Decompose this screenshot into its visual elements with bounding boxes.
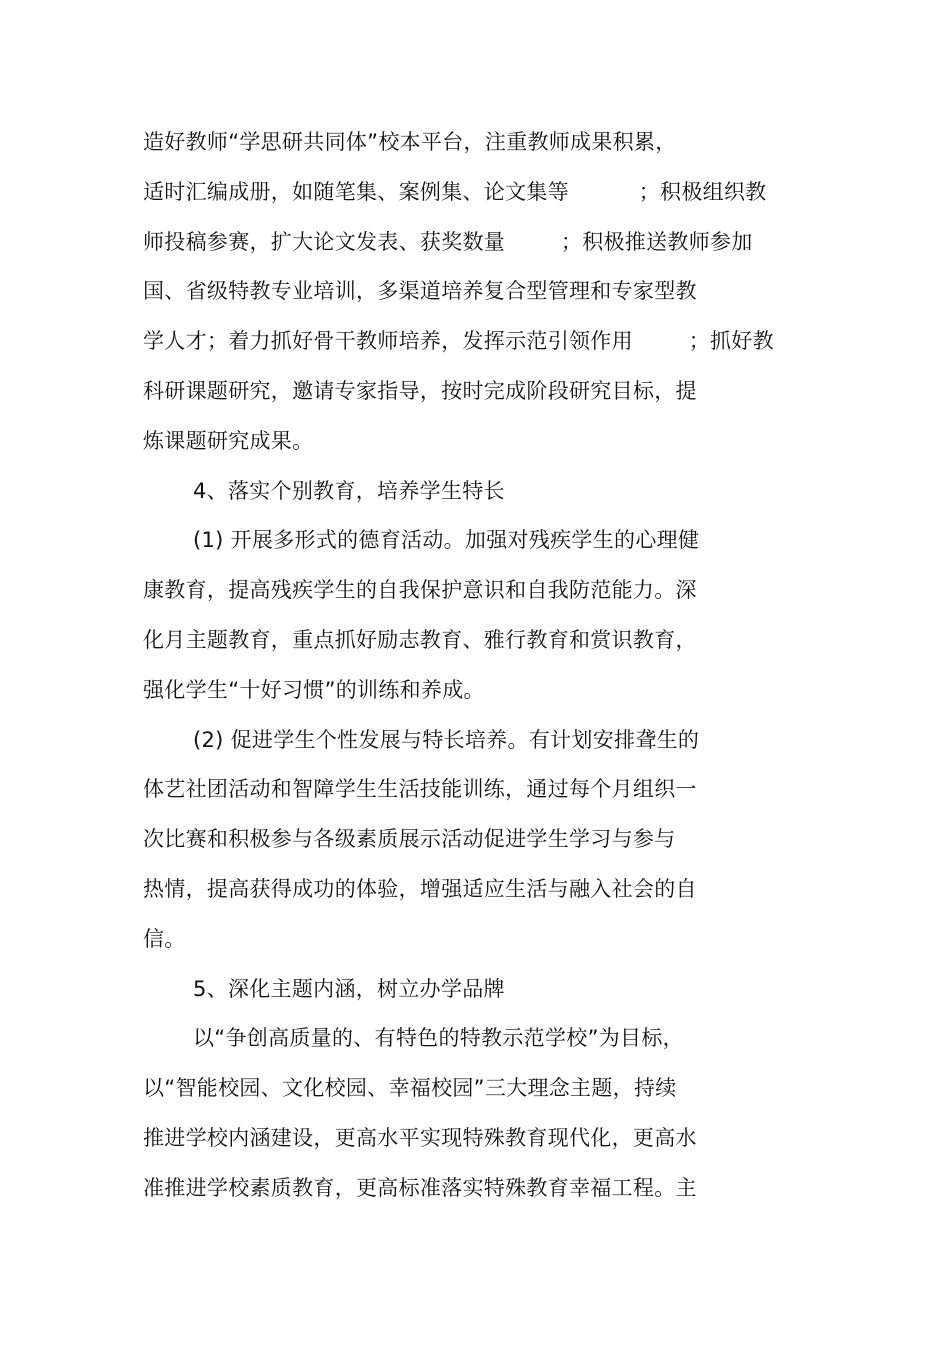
body-text-line: 化月主题教育，重点抓好励志教育、雅行教育和赏识教育，: [143, 628, 697, 652]
section-heading: 4、落实个别教育，培养学生特长: [193, 479, 505, 503]
body-text-line: 科研课题研究，邀请专家指导，按时完成阶段研究目标，提: [143, 379, 697, 403]
body-text-line: 炼课题研究成果。: [143, 429, 314, 453]
body-text-line: 准推进学校素质教育，更高标准落实特殊教育幸福工程。主: [143, 1176, 697, 1200]
paragraph-first-line: 以“争创高质量的、有特色的特教示范学校”为目标，: [193, 1026, 684, 1050]
body-text-line: 次比赛和积极参与各级素质展示活动促进学生学习与参与: [143, 827, 676, 851]
body-text-line: 体艺社团活动和智障学生生活技能训练，通过每个月组织一: [143, 777, 697, 801]
subsection-first-line: (1) 开展多形式的德育活动。加强对残疾学生的心理健: [193, 528, 700, 552]
body-text-line: 推进学校内涵建设，更高水平实现特殊教育现代化，更高水: [143, 1126, 697, 1150]
body-text-line: 国、省级特教专业培训，多渠道培养复合型管理和专家型教: [143, 279, 697, 303]
body-text-line: 热情，提高获得成功的体验，增强适应生活与融入社会的自: [143, 877, 697, 901]
subsection-first-line: (2) 促进学生个性发展与特长培养。有计划安排聋生的: [193, 728, 700, 752]
body-text-line: 师投稿参赛，扩大论文发表、获奖数量 ；积极推送教师参加: [143, 230, 753, 254]
body-text-line: 适时汇编成册，如随笔集、案例集、论文集等 ；积极组织教: [143, 180, 767, 204]
section-heading: 5、深化主题内涵，树立办学品牌: [193, 977, 505, 1001]
body-text-line: 信。: [143, 927, 186, 951]
body-text-line: 以“智能校园、文化校园、幸福校园”三大理念主题，持续: [143, 1076, 677, 1100]
body-text-line: 康教育，提高残疾学生的自我保护意识和自我防范能力。深: [143, 578, 697, 602]
body-text-line: 学人才；着力抓好骨干教师培养，发挥示范引领作用 ；抓好教: [143, 329, 774, 353]
body-text-line: 强化学生“十好习惯”的训练和养成。: [143, 678, 485, 702]
body-text-line: 造好教师“学思研共同体”校本平台，注重教师成果积累，: [143, 130, 677, 154]
